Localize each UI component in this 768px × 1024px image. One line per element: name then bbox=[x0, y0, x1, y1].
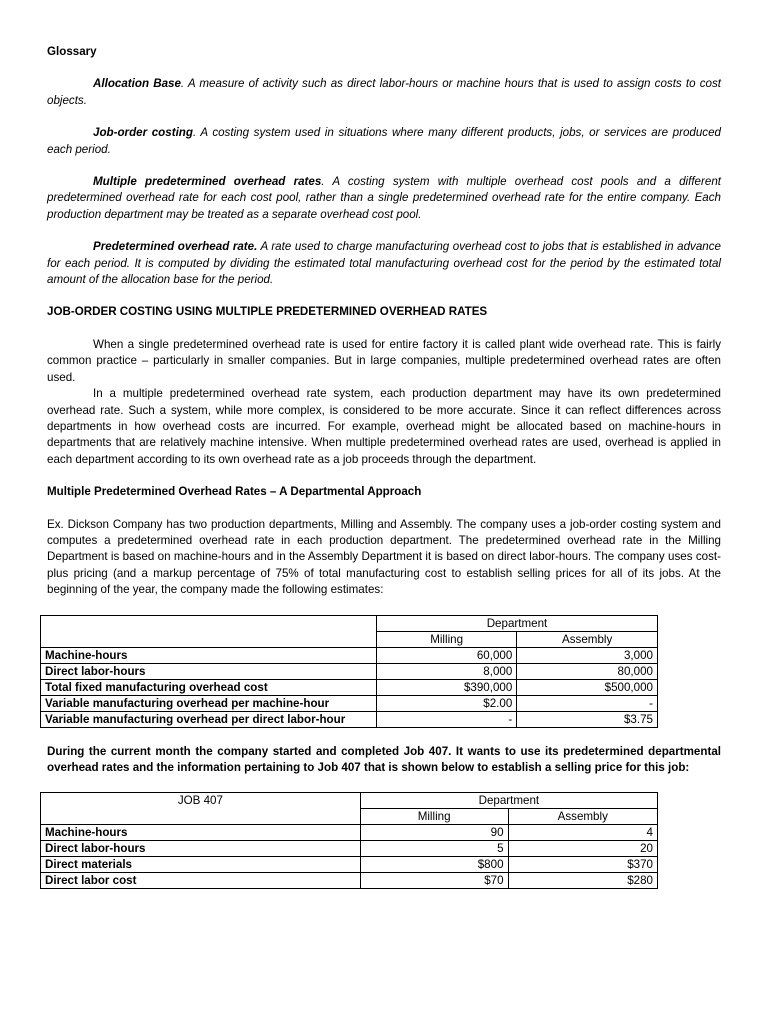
assembly-header: Assembly bbox=[508, 809, 657, 825]
milling-value: $800 bbox=[360, 857, 508, 873]
row-label: Machine-hours bbox=[41, 647, 377, 663]
table-corner-cell: JOB 407 bbox=[41, 793, 361, 825]
table-header-row bbox=[41, 615, 658, 631]
milling-value: $2.00 bbox=[376, 695, 516, 711]
example-paragraph: Ex. Dickson Company has two production departments, Milling and Assembly. The company uses a job-order costing system and computes a predetermined overhead rate in each production department. The predetermined overhead rate in the Milling Department is based on machine-hours and in the Assembly Department it is based on direct labor-hours. The company uses cost-plus pricing (and a markup percentage of 75% of total manufacturing cost to establish selling prices for all of its jobs. At the beginning of the year, the company made the following estimates: bbox=[47, 517, 721, 597]
milling-value: 60,000 bbox=[376, 647, 516, 663]
glossary-entry-predetermined-rate bbox=[47, 239, 721, 288]
assembly-value: 4 bbox=[508, 825, 657, 841]
glossary-definition: . A costing system with multiple overhead cost pools and a different predetermined overhead rate for each cost pool, rather than a single predetermined overhead rate for the entire company. Each production department may be treated as a separate overhead cost pool. bbox=[47, 175, 721, 221]
milling-value: 8,000 bbox=[376, 663, 516, 679]
assembly-value: 20 bbox=[508, 841, 657, 857]
row-label: Direct materials bbox=[41, 857, 361, 873]
glossary-term: Predetermined overhead rate. bbox=[93, 240, 258, 254]
table-row bbox=[41, 695, 658, 711]
table-header-row bbox=[41, 793, 658, 809]
job-407-table bbox=[40, 792, 658, 889]
milling-value: - bbox=[376, 711, 516, 727]
row-label: Variable manufacturing overhead per machine-hour bbox=[41, 695, 377, 711]
table-row bbox=[41, 679, 658, 695]
section-title-departmental-approach: Multiple Predetermined Overhead Rates – A Departmental Approach bbox=[47, 485, 422, 499]
milling-value: 90 bbox=[360, 825, 508, 841]
assembly-value: $370 bbox=[508, 857, 657, 873]
row-label: Variable manufacturing overhead per direct labor-hour bbox=[41, 711, 377, 727]
glossary-term: Multiple predetermined overhead rates bbox=[93, 175, 322, 189]
assembly-value: $3.75 bbox=[517, 711, 658, 727]
assembly-value: 3,000 bbox=[517, 647, 658, 663]
table-row bbox=[41, 841, 658, 857]
table-row bbox=[41, 857, 658, 873]
milling-header: Milling bbox=[360, 809, 508, 825]
table-corner-cell bbox=[41, 615, 377, 647]
table-row bbox=[41, 647, 658, 663]
glossary-term: Allocation Base bbox=[93, 77, 181, 91]
assembly-header: Assembly bbox=[517, 631, 658, 647]
estimates-table bbox=[40, 615, 658, 728]
table-row bbox=[41, 873, 658, 889]
section1-paragraph-1: When a single predetermined overhead rate is used for entire factory it is called plant wide overhead rate. This is fairly common practice – particularly in smaller companies. But in large companies, multiple predetermined overhead rates are often used. bbox=[47, 337, 721, 384]
table-row bbox=[41, 711, 658, 727]
row-label: Machine-hours bbox=[41, 825, 361, 841]
assembly-value: - bbox=[517, 695, 658, 711]
milling-value: $70 bbox=[360, 873, 508, 889]
section-title-job-order-costing: JOB-ORDER COSTING USING MULTIPLE PREDETERMINED OVERHEAD RATES bbox=[47, 305, 488, 319]
department-header: Department bbox=[376, 615, 657, 631]
row-label: Direct labor-hours bbox=[41, 663, 377, 679]
glossary-entry-job-order-costing bbox=[47, 125, 721, 158]
glossary-title: Glossary bbox=[47, 45, 97, 58]
glossary-entry-multiple-rates bbox=[47, 174, 721, 223]
row-label: Total fixed manufacturing overhead cost bbox=[41, 679, 377, 695]
milling-header: Milling bbox=[376, 631, 516, 647]
glossary-term: Job-order costing bbox=[93, 126, 193, 140]
row-label: Direct labor cost bbox=[41, 873, 361, 889]
row-label: Direct labor-hours bbox=[41, 841, 361, 857]
assembly-value: $280 bbox=[508, 873, 657, 889]
table-row bbox=[41, 663, 658, 679]
milling-value: 5 bbox=[360, 841, 508, 857]
glossary-definition: . A measure of activity such as direct labor-hours or machine hours that is used to assign costs to cost objects. bbox=[47, 77, 721, 107]
glossary-definition: A rate used to charge manufacturing overhead cost to jobs that is established in advance for each period. It is computed by dividing the estimated total manufacturing overhead cost for the period by the estimated total amount of the allocation base for the period. bbox=[47, 240, 721, 287]
glossary-entry-allocation-base bbox=[47, 76, 721, 109]
job-407-intro-paragraph: During the current month the company started and completed Job 407. It wants to use its predetermined departmental overhead rates and the information pertaining to Job 407 that is shown below to establish a selling price for this job: bbox=[47, 744, 721, 774]
assembly-value: 80,000 bbox=[517, 663, 658, 679]
glossary-definition: . A costing system used in situations where many different products, jobs, or services are produced each period. bbox=[47, 126, 721, 156]
milling-value: $390,000 bbox=[376, 679, 516, 695]
section1-paragraph-2: In a multiple predetermined overhead rate system, each production department may have its own predetermined overhead rate. Such a system, while more complex, is considered to be more accurate. Since it can reflect differences across departments in how overhead costs are incurred. For example, overhead might be allocated based on machine-hours in departments that are relatively machine intensive. When multiple predetermined overhead rates are used, overhead is applied in each department according to its own overhead rate as a job proceeds through the department. bbox=[47, 387, 721, 466]
department-header: Department bbox=[360, 793, 657, 809]
table-row bbox=[41, 825, 658, 841]
assembly-value: $500,000 bbox=[517, 679, 658, 695]
